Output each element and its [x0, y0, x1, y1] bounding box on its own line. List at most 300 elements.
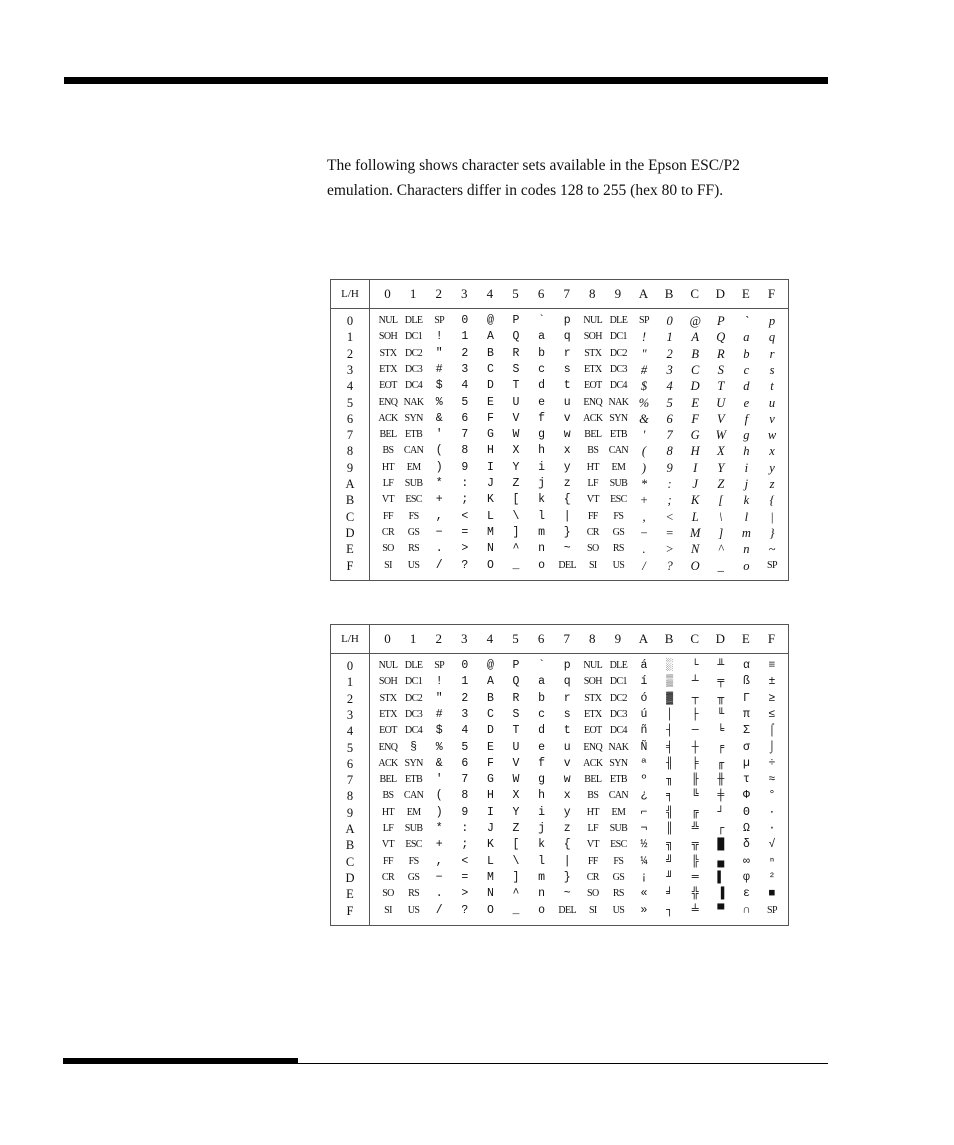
char-cell: NAK — [608, 741, 629, 753]
char-cell: = — [461, 525, 469, 539]
char-cell: DC1 — [405, 676, 423, 688]
char-cell: ∩ — [742, 903, 750, 917]
char-cell: s — [769, 362, 775, 377]
char-cell: S — [512, 707, 520, 721]
char-cell: US — [407, 904, 420, 916]
char-cell: SP — [434, 660, 445, 671]
column-header: F — [767, 286, 776, 301]
char-cell: 1 — [461, 675, 469, 689]
intro-line-2: emulation. Characters differ in codes 128 to 255 (hex 80 to FF). — [327, 182, 724, 199]
char-cell: y — [769, 460, 775, 475]
char-cell: S — [512, 362, 520, 376]
char-cell: SUB — [609, 478, 628, 489]
char-cell: EOT — [379, 380, 397, 392]
char-cell: ⌐ — [640, 805, 648, 819]
column-header: 5 — [512, 631, 519, 646]
char-cell: ENQ — [378, 741, 398, 753]
char-cell: ACK — [583, 757, 603, 769]
char-cell: DC2 — [405, 347, 423, 359]
char-cell: P — [512, 314, 520, 327]
char-cell: FS — [408, 510, 419, 522]
char-cell: 1 — [666, 330, 673, 345]
char-cell: á — [640, 659, 648, 672]
char-cell: ETX — [379, 363, 397, 375]
char-cell: HT — [586, 806, 599, 818]
char-cell: r — [769, 346, 775, 361]
char-cell: SO — [382, 543, 394, 555]
char-cell: DC4 — [609, 380, 627, 392]
char-cell: π — [742, 707, 750, 721]
char-cell: O — [690, 558, 700, 573]
row-header: 3 — [346, 707, 354, 722]
char-cell: . — [642, 542, 646, 557]
char-cell: X — [512, 789, 520, 803]
char-cell: » — [640, 903, 648, 917]
char-cell: S — [717, 362, 724, 377]
char-cell: z — [563, 822, 571, 835]
char-cell: y — [563, 460, 571, 474]
char-cell: | — [770, 509, 774, 524]
char-cell: @ — [689, 314, 701, 328]
char-cell: STX — [584, 347, 602, 359]
char-cell: G — [690, 428, 700, 443]
char-cell: U — [512, 395, 520, 409]
column-header: B — [664, 631, 674, 646]
column-header: C — [690, 286, 700, 301]
char-cell: DLE — [609, 660, 628, 671]
char-cell: NUL — [378, 315, 398, 326]
char-cell: B — [486, 691, 494, 705]
char-cell: , — [435, 509, 443, 523]
char-cell: t — [563, 379, 571, 393]
char-cell: Z — [512, 822, 520, 835]
column-header: 7 — [563, 631, 570, 646]
char-cell: DLE — [404, 315, 423, 326]
char-cell: K — [486, 493, 494, 507]
char-cell: h — [538, 789, 546, 803]
char-cell: ESC — [610, 839, 627, 851]
char-cell: X — [716, 444, 725, 459]
char-cell: B — [691, 346, 699, 361]
char-cell: SUB — [609, 823, 628, 834]
char-cell: DC2 — [609, 692, 627, 704]
char-cell: M — [486, 870, 494, 884]
char-cell: τ — [742, 773, 750, 787]
char-cell: US — [612, 904, 625, 916]
char-cell: : — [461, 477, 469, 490]
char-cell: W — [512, 428, 520, 442]
row-header: C — [345, 854, 355, 869]
char-cell: ╡ — [666, 740, 674, 754]
char-cell: VT — [381, 839, 395, 851]
char-cell: & — [639, 411, 649, 426]
corner-label: L/H — [341, 633, 359, 645]
char-cell: i — [538, 460, 546, 474]
char-cell: C — [691, 362, 700, 377]
char-cell: B — [486, 346, 494, 360]
char-cell: E — [691, 395, 699, 410]
char-cell: / — [642, 558, 646, 573]
char-cell: " — [435, 691, 443, 705]
char-cell: SI — [384, 904, 392, 916]
char-cell: EOT — [379, 725, 397, 737]
char-cell: CAN — [608, 790, 629, 802]
char-cell: 0 — [461, 659, 469, 672]
char-cell: ░ — [666, 659, 674, 672]
char-cell: 6 — [461, 756, 469, 770]
char-cell: z — [563, 477, 571, 490]
char-cell: BS — [587, 445, 599, 457]
char-cell: q — [563, 675, 571, 689]
char-cell: k — [743, 493, 750, 508]
char-cell: 2 — [461, 691, 469, 705]
char-cell: ~ — [563, 542, 571, 556]
char-cell: ╙ — [717, 707, 725, 721]
char-cell: ESC — [405, 494, 422, 506]
char-cell: ╦ — [691, 838, 699, 852]
column-header: 1 — [409, 286, 417, 301]
char-cell: ! — [435, 330, 443, 344]
column-header: D — [715, 631, 725, 646]
char-cell: _ — [512, 903, 520, 917]
char-cell: FS — [613, 510, 624, 522]
char-cell: I — [486, 460, 494, 474]
char-cell: EOT — [583, 725, 602, 737]
char-cell: DC4 — [405, 725, 423, 737]
char-cell: STX — [379, 692, 397, 704]
char-cell: k — [538, 838, 546, 852]
column-header: 0 — [384, 631, 391, 646]
char-cell: s — [563, 707, 571, 721]
char-cell: < — [665, 509, 674, 524]
char-cell: 8 — [461, 444, 469, 458]
char-cell: N — [691, 542, 700, 557]
char-cell: SP — [767, 559, 777, 571]
char-cell: HT — [381, 806, 395, 818]
char-cell: f — [538, 756, 546, 770]
char-cell: j — [744, 477, 749, 491]
char-cell: ⁿ — [768, 854, 776, 868]
char-cell: ± — [768, 675, 776, 689]
character-set-table-2 — [330, 624, 789, 926]
char-cell: C — [486, 362, 494, 376]
char-cell: l — [744, 509, 749, 524]
char-cell: ╠ — [691, 854, 699, 868]
char-cell: / — [435, 558, 443, 572]
char-cell: σ — [742, 740, 750, 754]
column-header: 9 — [614, 286, 622, 301]
column-header: 2 — [435, 631, 442, 646]
char-cell: x — [769, 444, 775, 459]
char-cell: v — [769, 411, 775, 426]
char-cell: ┬ — [691, 691, 699, 705]
char-cell: DC1 — [609, 676, 627, 688]
char-cell: SO — [587, 888, 599, 900]
char-cell: , — [435, 854, 443, 868]
char-cell: , — [642, 509, 646, 524]
char-cell: @ — [486, 659, 494, 672]
char-cell: ≡ — [768, 659, 776, 672]
char-cell: = — [665, 525, 674, 540]
char-cell: 1 — [461, 330, 469, 344]
char-cell: L — [486, 509, 494, 523]
char-cell: a — [538, 330, 546, 344]
char-cell: SYN — [609, 757, 628, 769]
char-cell: SYN — [404, 412, 423, 424]
char-cell: ? — [666, 558, 673, 573]
char-cell: ╧ — [691, 903, 699, 917]
char-cell: ⌡ — [768, 740, 776, 754]
char-cell: l — [538, 854, 546, 868]
char-cell: n — [538, 887, 546, 901]
char-cell: m — [538, 525, 546, 539]
column-header: 6 — [537, 631, 545, 646]
top-rule — [64, 77, 828, 84]
row-header: 1 — [346, 330, 354, 345]
char-cell: z — [769, 477, 775, 491]
row-header: A — [345, 822, 355, 836]
char-cell: ( — [435, 789, 443, 803]
char-cell: CAN — [403, 445, 424, 457]
char-cell: ACK — [583, 412, 603, 424]
char-cell: ' — [435, 773, 443, 787]
char-cell: I — [486, 805, 494, 819]
row-header: 7 — [346, 428, 354, 443]
char-cell: 7 — [461, 773, 469, 787]
char-cell: LF — [587, 823, 599, 834]
char-cell: K — [486, 838, 494, 852]
char-cell: * — [435, 477, 443, 490]
char-cell: FF — [587, 855, 598, 867]
char-cell: ENQ — [583, 741, 603, 753]
char-cell: l — [538, 509, 546, 523]
char-cell: ~ — [768, 542, 776, 557]
char-cell: ┼ — [691, 740, 699, 754]
char-cell: DC3 — [405, 708, 423, 720]
char-cell: EM — [406, 461, 421, 473]
column-header: 3 — [461, 631, 468, 646]
char-cell: DC3 — [609, 363, 627, 375]
char-cell: f — [538, 411, 546, 425]
char-cell: 9 — [461, 805, 469, 819]
char-cell: FF — [383, 855, 393, 867]
char-cell: ; — [667, 493, 672, 508]
char-cell: ¬ — [640, 822, 648, 835]
char-cell: d — [538, 724, 546, 738]
char-cell: ╓ — [717, 756, 725, 770]
char-cell: ESC — [405, 839, 422, 851]
char-cell: ╨ — [717, 659, 725, 672]
char-cell: Y — [512, 460, 520, 474]
char-cell: RS — [408, 888, 420, 900]
column-header: A — [638, 286, 649, 301]
char-cell: LF — [382, 478, 394, 489]
char-cell: SYN — [404, 757, 423, 769]
char-cell: GS — [407, 871, 420, 883]
char-cell: DC3 — [405, 363, 423, 375]
char-cell: ETX — [583, 708, 602, 720]
char-cell: n — [538, 542, 546, 556]
char-cell: CAN — [608, 445, 629, 457]
row-header: 4 — [346, 379, 354, 394]
char-cell: SP — [639, 315, 649, 326]
char-cell: W — [512, 773, 520, 787]
char-cell: & — [435, 756, 443, 770]
char-cell: a — [538, 675, 546, 689]
char-cell: i — [538, 805, 546, 819]
char-cell: ENQ — [378, 396, 398, 408]
char-cell: DC3 — [609, 708, 627, 720]
char-cell: ▐ — [717, 887, 725, 901]
char-cell: DC1 — [609, 331, 627, 343]
char-cell: ÷ — [768, 756, 776, 770]
char-cell: m — [538, 870, 546, 884]
char-cell: $ — [640, 379, 648, 394]
char-cell: b — [538, 691, 546, 705]
char-cell: NUL — [583, 315, 603, 326]
column-header: 9 — [614, 631, 622, 646]
char-cell: BEL — [379, 774, 397, 786]
char-cell: ETB — [609, 429, 627, 441]
char-cell: US — [407, 559, 420, 571]
char-cell: ╒ — [717, 740, 725, 754]
char-cell: M — [689, 525, 701, 540]
char-cell: í — [640, 675, 648, 689]
char-cell: HT — [586, 461, 599, 473]
char-cell: SO — [382, 888, 394, 900]
char-cell: ( — [435, 444, 443, 458]
char-cell: DEL — [558, 559, 576, 571]
char-cell: | — [563, 854, 571, 868]
row-header: F — [346, 903, 354, 918]
char-cell: ╫ — [717, 773, 725, 787]
char-cell: ó — [640, 691, 648, 705]
char-cell: W — [715, 428, 726, 443]
char-cell: U — [512, 740, 520, 754]
char-cell: p — [563, 659, 571, 672]
char-cell: ñ — [640, 724, 648, 738]
char-cell: STX — [379, 347, 397, 359]
char-cell: _ — [512, 558, 520, 572]
char-cell: } — [563, 870, 571, 884]
char-cell: SUB — [404, 823, 423, 834]
char-cell: [ — [512, 493, 520, 507]
char-cell: 9 — [461, 460, 469, 474]
char-cell: | — [563, 509, 571, 523]
row-header: 8 — [346, 444, 354, 459]
char-cell: \ — [512, 509, 520, 523]
char-cell: \ — [719, 509, 723, 524]
char-cell: i — [744, 460, 749, 475]
char-cell: I — [693, 460, 698, 475]
char-cell: SO — [587, 543, 599, 555]
char-cell: A — [486, 675, 494, 689]
char-cell: x — [563, 444, 571, 458]
row-header: 4 — [346, 724, 354, 739]
char-cell: DC2 — [609, 347, 627, 359]
char-cell: ; — [461, 838, 469, 852]
char-cell: ╣ — [666, 805, 674, 819]
char-cell: H — [486, 789, 494, 803]
char-cell: SOH — [378, 331, 398, 343]
char-cell: Θ — [742, 805, 750, 819]
char-cell: L — [486, 854, 494, 868]
char-cell: FF — [383, 510, 393, 522]
char-cell: D — [486, 724, 494, 738]
char-cell: V — [716, 411, 725, 426]
char-cell: q — [768, 330, 776, 345]
char-cell: ╩ — [691, 822, 699, 835]
char-cell: ~ — [563, 887, 571, 901]
char-cell: Y — [717, 460, 725, 475]
char-cell: ß — [742, 675, 750, 689]
char-cell: 5 — [461, 395, 469, 409]
char-cell: STX — [584, 692, 602, 704]
column-header: 3 — [461, 286, 468, 301]
row-header: E — [346, 542, 354, 557]
char-cell: ETB — [405, 774, 423, 786]
char-cell: d — [743, 379, 750, 394]
char-cell: K — [691, 493, 700, 508]
char-cell: ¿ — [640, 789, 648, 803]
row-header: B — [345, 493, 355, 508]
char-cell: ▓ — [666, 691, 674, 705]
char-cell: = — [461, 870, 469, 884]
char-cell: VT — [586, 839, 599, 851]
char-cell: G — [486, 428, 494, 442]
char-cell: [ — [718, 493, 724, 508]
char-cell: BS — [382, 790, 394, 802]
char-cell: ? — [461, 558, 469, 572]
char-cell: EOT — [583, 380, 602, 392]
column-header: 7 — [563, 286, 570, 301]
char-cell: L — [691, 509, 699, 524]
char-cell: α — [742, 659, 750, 672]
column-header: 8 — [589, 286, 596, 301]
char-cell: ≤ — [768, 707, 776, 721]
char-cell: NAK — [608, 396, 629, 408]
char-cell: Q — [512, 330, 520, 344]
char-cell: DLE — [609, 315, 628, 326]
char-cell: ╢ — [666, 756, 674, 770]
char-cell: 3 — [461, 707, 469, 721]
char-cell: g — [538, 773, 546, 787]
char-cell: FS — [613, 855, 624, 867]
char-cell: N — [486, 887, 494, 901]
char-cell: * — [435, 822, 443, 835]
char-cell: ú — [640, 707, 648, 721]
char-cell: DEL — [558, 904, 576, 916]
char-cell: \ — [512, 854, 520, 868]
char-cell: Q — [716, 330, 726, 345]
char-cell: ACK — [378, 412, 398, 424]
char-cell: SP — [434, 315, 445, 326]
intro-line-1: The following shows character sets available in the Epson ESC/P2 — [327, 157, 740, 174]
char-cell: : — [667, 477, 672, 491]
char-cell: δ — [742, 838, 750, 852]
char-cell: ╕ — [666, 789, 674, 803]
table-divider — [369, 280, 370, 580]
char-cell: m — [741, 525, 751, 540]
char-cell: : — [461, 822, 469, 835]
char-cell: · — [768, 822, 776, 835]
char-cell: w — [563, 428, 571, 442]
char-cell: │ — [666, 707, 674, 721]
char-cell: E — [486, 395, 494, 409]
char-cell: Σ — [742, 724, 750, 738]
char-cell: FF — [587, 510, 598, 522]
char-cell: º — [640, 773, 648, 787]
